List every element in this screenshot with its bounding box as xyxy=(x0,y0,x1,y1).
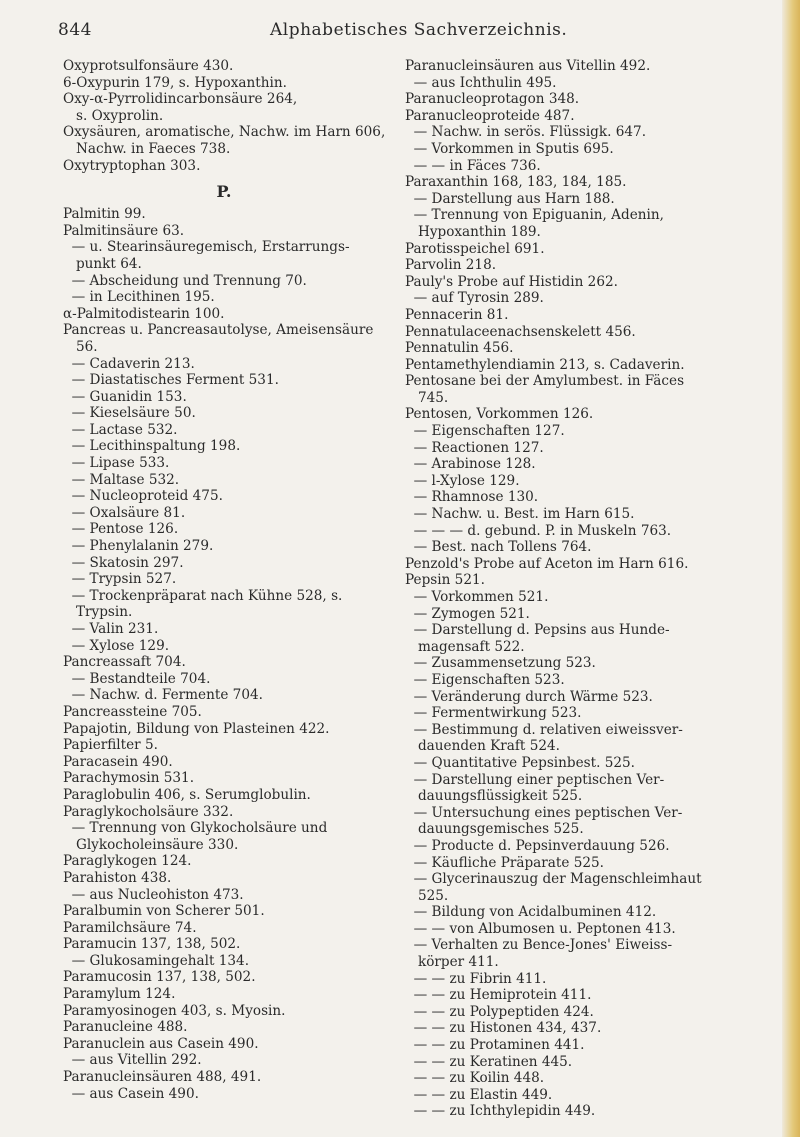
index-entry: Paraglobulin 406, s. Serumglobulin. xyxy=(63,786,311,803)
index-entry: dauungsflüssigkeit 525. xyxy=(405,788,583,805)
index-entry: Penzold's Probe auf Aceton im Harn 616. xyxy=(405,555,689,572)
index-entry: Hypoxanthin 189. xyxy=(405,223,541,240)
index-entry: — Eigenschaften 523. xyxy=(405,671,565,688)
index-entry: — — — d. gebund. P. in Muskeln 763. xyxy=(405,522,672,539)
index-entry: — Nachw. u. Best. im Harn 615. xyxy=(405,506,635,523)
index-entry: dauungsgemisches 525. xyxy=(405,821,584,838)
index-entry: Pentosane bei der Amylumbest. in Fäces xyxy=(405,373,685,390)
index-entry: — Quantitative Pepsinbest. 525. xyxy=(405,754,636,771)
index-entry: magensaft 522. xyxy=(405,638,525,655)
index-entry: Paranucleoprotagon 348. xyxy=(405,91,580,108)
index-entry: — Darstellung d. Pepsins aus Hunde- xyxy=(405,622,670,639)
index-entry: Paraglykogen 124. xyxy=(63,853,192,870)
index-entry: — — zu Koilin 448. xyxy=(405,1070,545,1087)
index-entry: — Nachw. in serös. Flüssigk. 647. xyxy=(405,124,647,141)
index-entry: Oxysäuren, aromatische, Nachw. im Harn 606, xyxy=(63,124,386,141)
index-entry: Paranucleinsäuren 488, 491. xyxy=(63,1069,262,1086)
index-entry: Paramucin 137, 138, 502. xyxy=(63,936,241,953)
index-entry: — Bildung von Acidalbuminen 412. xyxy=(405,904,657,921)
index-entry: — Kieselsäure 50. xyxy=(63,405,196,422)
index-entry: — Producte d. Pepsinverdauung 526. xyxy=(405,837,670,854)
index-entry: Palmitinsäure 63. xyxy=(63,222,185,239)
index-entry: Pancreassteine 705. xyxy=(63,703,202,720)
index-entry: Papajotin, Bildung von Plasteinen 422. xyxy=(63,720,330,737)
index-entry: α-Palmitodistearin 100. xyxy=(63,305,225,322)
right-column xyxy=(405,58,745,1120)
index-entry: Paranucleinsäuren aus Vitellin 492. xyxy=(405,58,651,74)
index-entry: Paranucleine 488. xyxy=(63,1019,188,1036)
index-entry: — Nucleoproteid 475. xyxy=(63,488,223,505)
index-entry: — Skatosin 297. xyxy=(63,554,184,571)
index-entry: — Bestimmung d. relativen eiweissver- xyxy=(405,721,683,738)
index-entry: 6-Oxypurin 179, s. Hypoxanthin. xyxy=(63,74,287,91)
index-entry: Parachymosin 531. xyxy=(63,770,195,787)
index-entry: — Fermentwirkung 523. xyxy=(405,705,582,722)
index-entry: Paracasein 490. xyxy=(63,753,173,770)
index-entry: — Darstellung einer peptischen Ver- xyxy=(405,771,665,788)
index-entry: — — zu Histonen 434, 437. xyxy=(405,1020,602,1037)
index-entry: — Lecithinspaltung 198. xyxy=(63,438,241,455)
index-entry: Oxyprotsulfonsäure 430. xyxy=(63,58,234,74)
index-entry: Pauly's Probe auf Histidin 262. xyxy=(405,273,618,290)
index-entry: — aus Vitellin 292. xyxy=(63,1052,202,1069)
index-entry: — Verhalten zu Bence-Jones' Eiweiss- xyxy=(405,937,673,954)
page-edge xyxy=(782,0,800,1137)
running-title: Alphabetisches Sachverzeichnis. xyxy=(270,20,568,40)
index-entry: — Guanidin 153. xyxy=(63,388,187,405)
index-entry: Papierfilter 5. xyxy=(63,737,158,754)
index-entry: — in Lecithinen 195. xyxy=(63,289,215,306)
index-entry: Paraxanthin 168, 183, 184, 185. xyxy=(405,174,627,191)
index-entry: Parahiston 438. xyxy=(63,869,172,886)
index-entry: dauenden Kraft 524. xyxy=(405,738,560,755)
index-entry: Pennatulin 456. xyxy=(405,340,514,357)
index-entry: Paralbumin von Scherer 501. xyxy=(63,903,265,920)
index-entry: — Cadaverin 213. xyxy=(63,355,195,372)
index-entry: — Nachw. d. Fermente 704. xyxy=(63,687,263,704)
index-entry: punkt 64. xyxy=(63,255,142,272)
index-entry: — Zusammensetzung 523. xyxy=(405,655,596,672)
index-entry: Nachw. in Faeces 738. xyxy=(63,140,231,157)
index-entry: — — zu Hemiprotein 411. xyxy=(405,987,592,1004)
index-entry: — Käufliche Präparate 525. xyxy=(405,854,604,871)
index-entry: — aus Ichthulin 495. xyxy=(405,74,557,91)
index-entry: Glykocholeinsäure 330. xyxy=(63,836,239,853)
index-entry: Pentosen, Vorkommen 126. xyxy=(405,406,594,423)
index-entry: — auf Tyrosin 289. xyxy=(405,290,544,307)
index-entry: — Trennung von Glykocholsäure und xyxy=(63,820,328,837)
index-entry: — Bestandteile 704. xyxy=(63,670,211,687)
index-entry: — Pentose 126. xyxy=(63,521,179,538)
index-entry: — Reactionen 127. xyxy=(405,439,544,456)
index-entry: Pepsin 521. xyxy=(405,572,485,589)
index-entry: körper 411. xyxy=(405,954,499,971)
index-entry: — Zymogen 521. xyxy=(405,605,530,622)
index-entry: — Veränderung durch Wärme 523. xyxy=(405,688,653,705)
index-entry: Pancreas u. Pancreasautolyse, Ameisensäure xyxy=(63,322,374,339)
index-entry: — Trennung von Epiguanin, Adenin, xyxy=(405,207,664,224)
index-entry: — Glukosamingehalt 134. xyxy=(63,952,250,969)
index-entry: Oxytryptophan 303. xyxy=(63,157,201,174)
index-entry: s. Oxyprolin. xyxy=(63,107,164,124)
index-entry: — l-Xylose 129. xyxy=(405,472,520,489)
index-entry: Parotisspeichel 691. xyxy=(405,240,545,257)
index-entry: — Darstellung aus Harn 188. xyxy=(405,190,615,207)
index-entry: 745. xyxy=(405,389,449,406)
left-column xyxy=(63,58,385,1102)
index-entry: Paramyosinogen 403, s. Myosin. xyxy=(63,1002,286,1019)
index-entry: — Trockenpräparat nach Kühne 528, s. xyxy=(63,587,343,604)
index-entry: — aus Casein 490. xyxy=(63,1085,199,1102)
index-entry: — Vorkommen 521. xyxy=(405,589,549,605)
index-entry: — Best. nach Tollens 764. xyxy=(405,539,592,556)
page-header xyxy=(0,14,800,44)
index-entry: — Untersuchung eines peptischen Ver- xyxy=(405,804,683,821)
index-entry: — Vorkommen in Sputis 695. xyxy=(405,140,614,157)
page-number: 844 xyxy=(58,20,92,40)
index-entry: — aus Nucleohiston 473. xyxy=(63,886,244,903)
index-entry: — u. Stearinsäuregemisch, Erstarrungs- xyxy=(63,239,350,256)
index-entry: Pentamethylendiamin 213, s. Cadaverin. xyxy=(405,356,685,373)
index-entry: Oxy-α-Pyrrolidincarbonsäure 264, xyxy=(63,91,298,108)
index-entry: Pennatulaceenachsenskelett 456. xyxy=(405,323,636,340)
index-entry: — Trypsin 527. xyxy=(63,571,177,588)
index-entry: — — zu Elastin 449. xyxy=(405,1086,553,1103)
index-entry: — — zu Fibrin 411. xyxy=(405,970,547,987)
index-entry: — Valin 231. xyxy=(63,621,159,637)
index-entry: — Phenylalanin 279. xyxy=(63,538,214,555)
index-entry: Pennacerin 81. xyxy=(405,306,509,323)
index-entry: — — zu Protaminen 441. xyxy=(405,1037,585,1054)
index-entry: Paramylum 124. xyxy=(63,986,176,1003)
section-letter: P. xyxy=(216,182,232,202)
index-entry: — — von Albumosen u. Peptonen 413. xyxy=(405,920,676,937)
index-entry: — Glycerinauszug der Magenschleimhaut xyxy=(405,871,702,888)
index-entry: — Oxalsäure 81. xyxy=(63,504,186,521)
index-entry: — Rhamnose 130. xyxy=(405,489,539,506)
index-entry: — Lipase 533. xyxy=(63,455,170,472)
index-entry: 525. xyxy=(405,887,449,904)
index-entry: — — in Fäces 736. xyxy=(405,157,541,174)
index-entry: — Diastatisches Ferment 531. xyxy=(63,372,279,389)
index-entry: — — zu Ichthylepidin 449. xyxy=(405,1103,596,1120)
index-entry: — Lactase 532. xyxy=(63,421,178,438)
index-entry: Trypsin. xyxy=(63,604,133,621)
index-entry: Paranuclein aus Casein 490. xyxy=(63,1035,259,1052)
index-entry: Palmitin 99. xyxy=(63,206,146,223)
index-entry: — — zu Keratinen 445. xyxy=(405,1053,573,1070)
index-entry: — Eigenschaften 127. xyxy=(405,423,565,440)
index-entry: 56. xyxy=(63,338,98,355)
index-entry: — — zu Polypeptiden 424. xyxy=(405,1003,594,1020)
index-entry: — Arabinose 128. xyxy=(405,456,536,473)
index-entry: — Xylose 129. xyxy=(63,637,170,654)
index-entry: — Abscheidung und Trennung 70. xyxy=(63,272,307,289)
index-entry: Paranucleoproteide 487. xyxy=(405,107,575,124)
index-entry: Parvolin 218. xyxy=(405,257,497,274)
index-entry: Pancreassaft 704. xyxy=(63,654,186,671)
index-entry: — Maltase 532. xyxy=(63,471,180,488)
index-entry: Paraglykocholsäure 332. xyxy=(63,803,234,820)
index-entry: Paramilchsäure 74. xyxy=(63,919,197,936)
index-entry: Paramucosin 137, 138, 502. xyxy=(63,969,256,986)
